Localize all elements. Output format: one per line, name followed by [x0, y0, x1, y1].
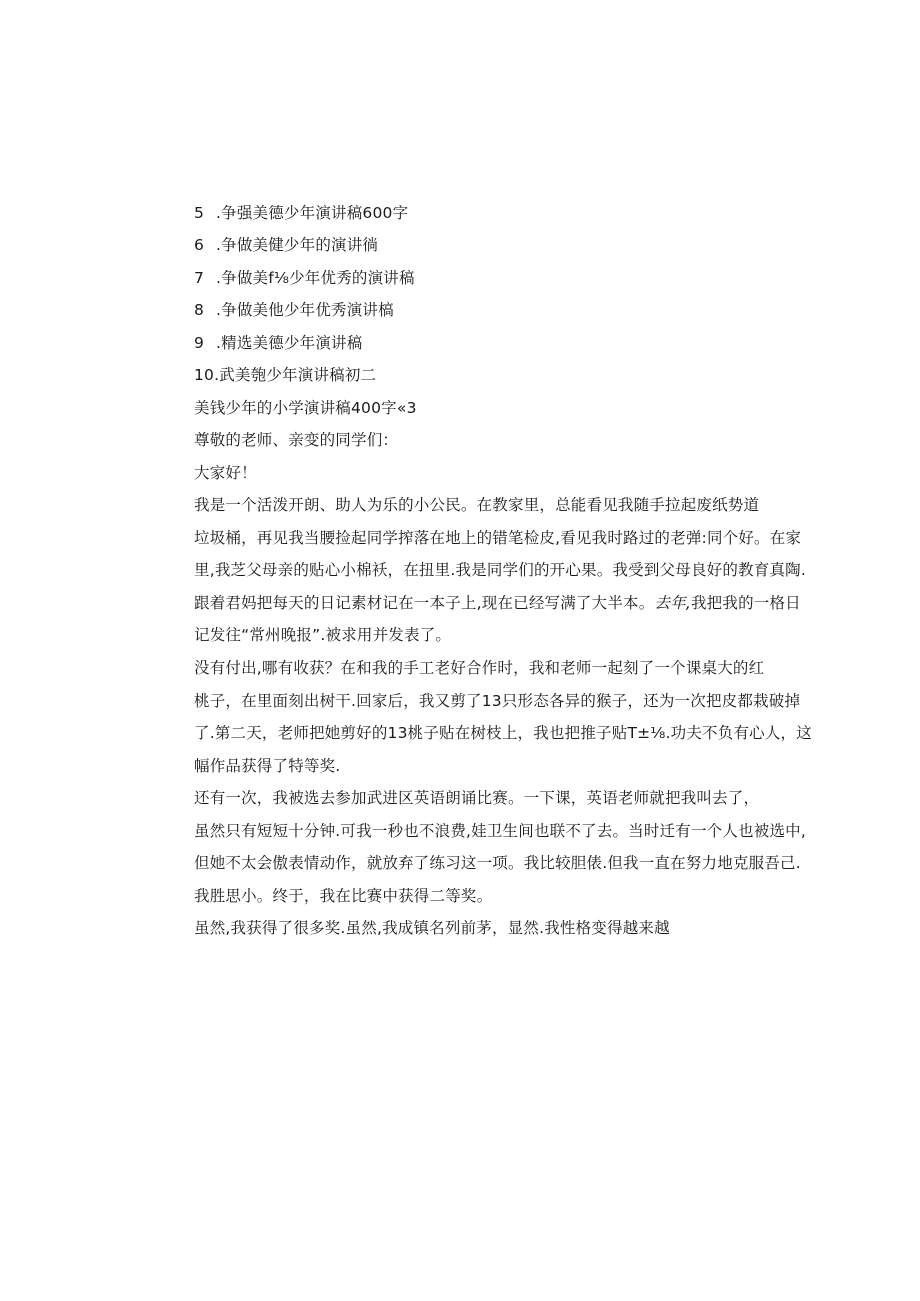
list-number: 7	[194, 269, 205, 287]
paragraph-line: 垃圾桶，再见我当腰捡起同学搾落在地上的错笔检皮,看见我时路过的老弹:同个好。在家	[194, 528, 802, 547]
speech-subtitle: 美钱少年的小学演讲稿400字«3	[194, 399, 417, 417]
paragraph-line: 虽然,我获得了很多奖.虽然,我成镇名列前茅，显然.我性格变得越来越	[194, 919, 670, 937]
paragraph-line: 跟着君妈把每天的日记素材记在一本子上,现在已经写满了大半本。去年,我把我的一格日	[194, 593, 801, 612]
paragraph-3	[194, 782, 806, 912]
paragraph-1	[194, 489, 806, 652]
list-item	[194, 333, 362, 353]
italic-text: 去年,	[654, 593, 691, 612]
paragraph-4	[194, 912, 770, 945]
paragraph-line: 记发往“常州晚报”.被求用并发表了。	[194, 626, 452, 644]
list-text: .争做美f⅛少年优秀的演讲稿	[216, 269, 415, 287]
paragraph-line: 没有付出,哪有收获？在和我的手工老好合作时，我和老师一起刻了一个课桌大的红	[194, 659, 765, 677]
list-number: 5	[194, 204, 205, 222]
list-text: .争做美他少年优秀演讲槁	[216, 301, 394, 319]
paragraph-2	[194, 652, 812, 782]
list-item	[194, 300, 394, 320]
paragraph-line: 但她不太会傲表情动作，就放弃了练习这一项。我比较胆俵.但我一直在努力地克服吾己.	[194, 854, 801, 872]
paragraph-line: 幅作品获得了特等奖.	[194, 756, 341, 775]
paragraph-line: 还有一次，我被选去参加武进区英语朗诵比赛。一下课，英语老师就把我叫去了，	[194, 789, 760, 807]
list-number: 9	[194, 334, 205, 352]
paragraph-line: 虽然只有短短十分钟.可我一秒也不浪费,娃卫生间也联不了去。当时迁有一个人也被选中,	[194, 821, 806, 840]
list-text: .争做美健少年的演讲徜	[216, 236, 379, 254]
list-number: 8	[194, 301, 205, 319]
list-item	[194, 203, 408, 223]
paragraph-line: 我是一个活泼开朗、助人为乐的小公民。在教家里，总能看见我随手拉起废纸势道	[194, 496, 760, 514]
paragraph-line: 我胜思小。终于，我在比赛中获得二等奖。	[194, 886, 493, 905]
list-item	[194, 268, 415, 288]
salutation: 尊敬的老师、亲变的同学们：	[194, 431, 399, 449]
greeting: 大家好！	[194, 464, 257, 482]
paragraph-line: 桃子，在里面刻出树干.回家后，我又剪了13只形态各异的猴子，还为一次把皮都栽破掉	[194, 691, 801, 710]
paragraph-line: 了.第二天，老师把她剪好的13桃子贴在树枝上，我也把推子贴T±⅛.功夫不负有心人，这	[194, 724, 812, 742]
list-item-10: 10.武美匏少年演讲稿初二	[194, 366, 377, 384]
list-text: .精选美德少年演讲稿	[216, 334, 363, 352]
paragraph-line: 里,我芝父母亲的贴心小棉袄，在扭里.我是同学们的开心果。我受到父母良好的教育真陶.	[194, 561, 806, 579]
list-item	[194, 235, 378, 255]
list-text: .争强美德少年演讲稿600字	[216, 204, 409, 222]
list-number: 6	[194, 236, 205, 254]
